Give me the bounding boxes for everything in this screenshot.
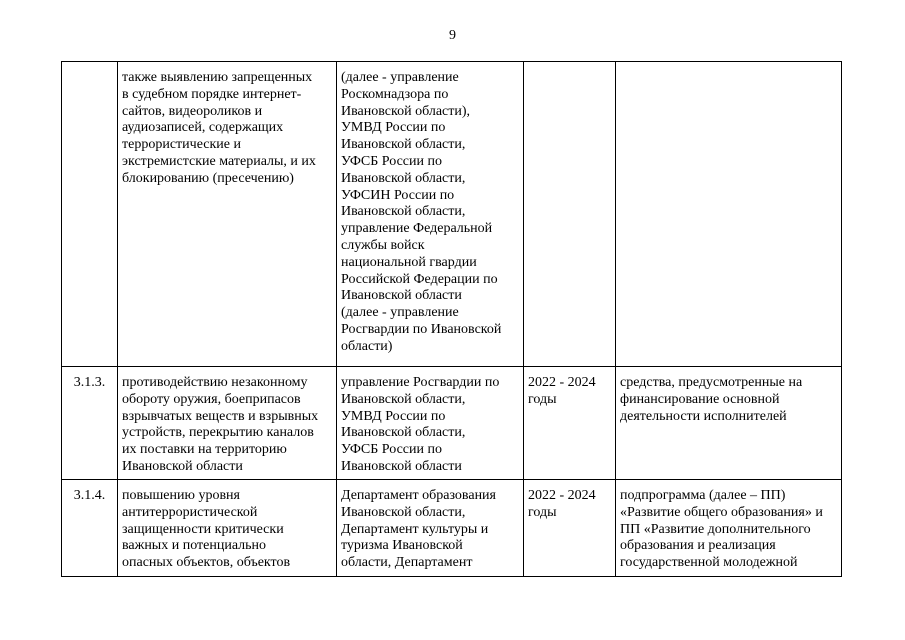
row-number-cell [62,62,118,367]
activity-cell: также выявлению запрещенных в судебном порядке интернет- сайтов, видеороликов и аудиозаписей, содержащих террористические и экстремистские материалы, и их блокированию (пресечению) [118,62,337,367]
executors-cell: управление Росгвардии по Ивановской области, УМВД России по Ивановской области, УФСБ России по Ивановской области [337,367,524,480]
page-number: 9 [449,28,456,43]
period-cell: 2022 - 2024 годы [524,480,616,577]
period-cell: 2022 - 2024 годы [524,367,616,480]
activity-cell: повышению уровня антитеррористической защищенности критически важных и потенциально опасных объектов, объектов [118,480,337,577]
executors-cell: (далее - управление Роскомнадзора по Ивановской области), УМВД России по Ивановской области, УФСБ России по Ивановской области, УФСИН России по Ивановской области, управление Федеральной службы войск национальной гвардии Российской Федерации по Ивановской области (далее - управление Росгвардии по Ивановской области) [337,62,524,367]
period-cell [524,62,616,367]
table-row [62,367,842,480]
funding-cell [616,62,842,367]
funding-cell: подпрограмма (далее – ПП) «Развитие общего образования» и ПП «Развитие дополнительного образования и реализация государственной молодежной [616,480,842,577]
row-number-cell: 3.1.3. [62,367,118,480]
executors-cell: Департамент образования Ивановской области, Департамент культуры и туризма Ивановской области, Департамент [337,480,524,577]
row-number-cell: 3.1.4. [62,480,118,577]
measures-table [61,61,842,577]
activity-cell: противодействию незаконному обороту оружия, боеприпасов взрывчатых веществ и взрывных устройств, перекрытию каналов их поставки на территорию Ивановской области [118,367,337,480]
table-row [62,480,842,577]
funding-cell: средства, предусмотренные на финансирование основной деятельности исполнителей [616,367,842,480]
table-row [62,62,842,367]
